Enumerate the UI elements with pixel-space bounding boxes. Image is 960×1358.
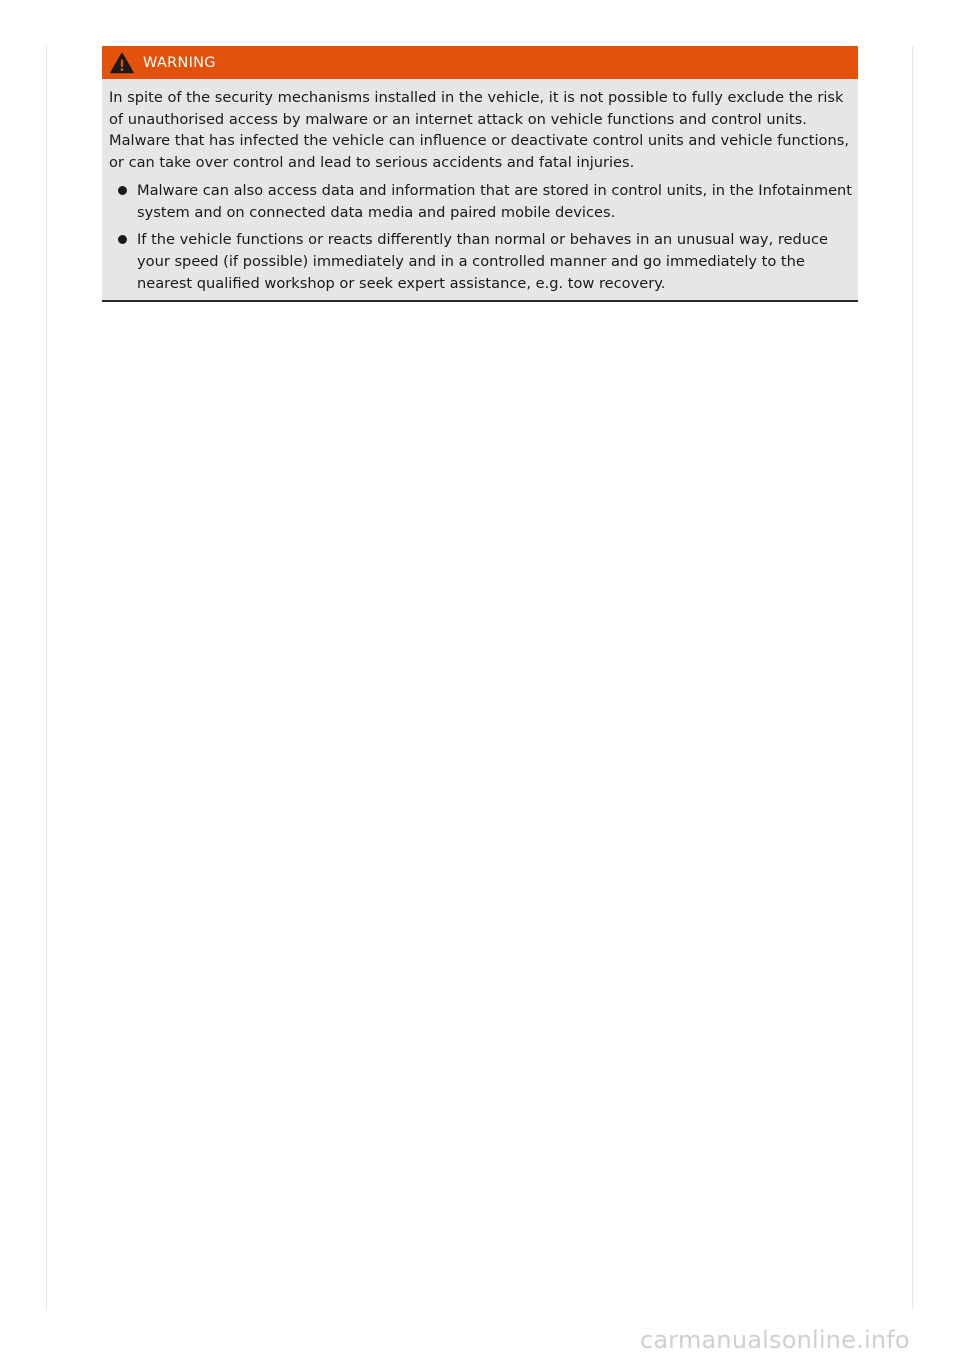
warning-bullet-list — [109, 180, 852, 295]
warning-triangle-icon — [110, 52, 134, 74]
bullet-icon — [118, 186, 127, 195]
watermark: carmanualsonline.info — [640, 1326, 910, 1354]
bullet-text: Malware can also access data and information that are stored in control units, in the Infotainment system and on connected data media and paired mobile devices. — [137, 181, 853, 221]
left-margin-line — [46, 46, 47, 1310]
right-margin-line — [912, 46, 913, 1310]
warning-body — [102, 79, 858, 300]
list-item — [115, 180, 852, 223]
bullet-icon — [118, 235, 127, 244]
bullet-text: If the vehicle functions or reacts differently than normal or behaves in an unusual way, reduce your speed (if possible) immediately and in a controlled manner and go immediately to the nearest qualified workshop or seek expert assistance, e.g. tow recovery. — [137, 231, 829, 292]
warning-box — [102, 46, 858, 302]
warning-header — [102, 46, 858, 79]
warning-paragraph: In spite of the security mechanisms installed in the vehicle, it is not possible to fully exclude the risk of unauthorised access by malware or an internet attack on vehicle functions and control units. Malware that has infected the vehicle can influence or deactivate control units and vehicle functions, or can take over control and lead to serious accidents and fatal injuries. — [109, 89, 849, 172]
warning-title: WARNING — [143, 54, 216, 71]
list-item — [115, 229, 852, 294]
